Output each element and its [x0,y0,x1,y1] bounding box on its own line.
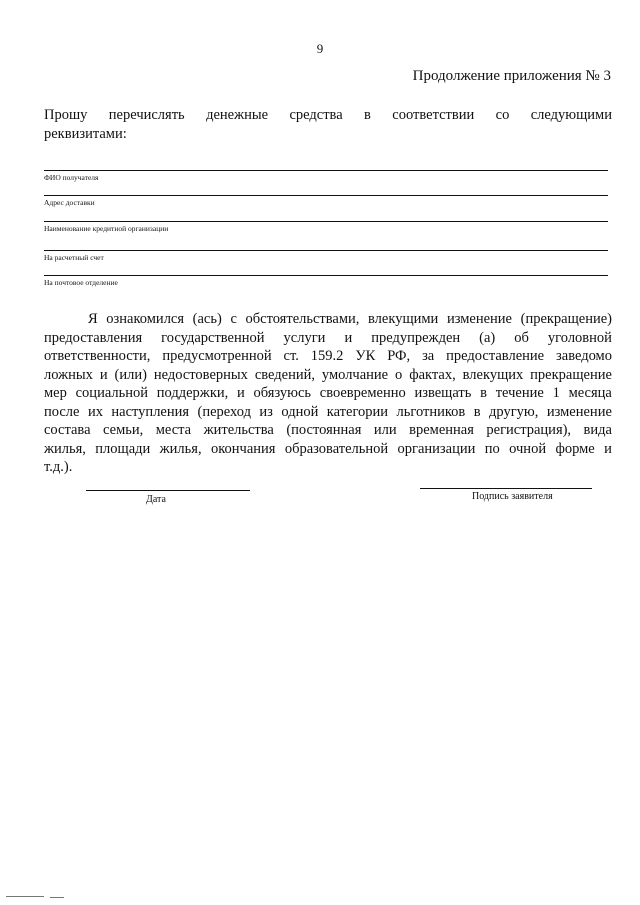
acknowledgement-line [44,421,612,440]
acknowledgement-line [44,329,612,348]
acknowledgement-word: (прекращение) [520,311,612,327]
acknowledgement-word: обстоятельствами, [245,311,360,327]
acknowledgement-word: места [155,422,192,438]
acknowledgement-word: об [514,329,529,346]
acknowledgement-word: т.д.). [44,459,73,475]
acknowledgement-line [44,310,612,329]
acknowledgement-word: услуги [283,329,326,346]
acknowledgement-word: мер [44,385,67,401]
acknowledgement-word: прекращение [530,366,612,383]
post-office-label: На почтовое отделение [44,278,118,287]
acknowledgement-word: обязуюсь [253,385,312,401]
acknowledgement-word: категории [326,403,389,420]
acknowledgement-word: предоставление [446,348,545,364]
acknowledgement-word: поддержки, [156,385,229,401]
acknowledgement-word: ст. [283,348,299,364]
acknowledgement-word: в [480,385,487,401]
acknowledgement-word: недостоверных [153,366,248,383]
request-word: средства [289,107,343,123]
acknowledgement-word: жилья, [44,440,86,457]
scan-artifact [6,896,44,897]
acknowledgement-word: умолчание [321,366,389,383]
request-word: соответствии [392,107,475,123]
acknowledgement-word: 159.2 [310,348,344,364]
acknowledgement-word: образовательной [284,440,389,457]
acknowledgement-word: с [230,311,237,327]
acknowledgement-line [44,366,612,385]
acknowledgement-word: состава [44,422,91,438]
acknowledgement-word: одной [281,403,319,420]
request-word: в [364,107,371,123]
acknowledgement-word: государственной [161,329,265,346]
acknowledgement-word: за [422,348,435,364]
page-number: 9 [316,41,324,56]
post-office-field[interactable] [44,275,608,287]
request-word: следующими [530,107,612,123]
acknowledgement-word: в [473,403,481,420]
acknowledgement-word: фактах, [409,366,456,383]
acknowledgement-word: наступления [111,403,190,420]
acknowledgement-word: площади [95,440,151,457]
acknowledgement-word: о [395,366,403,383]
acknowledgement-word: и [99,366,108,383]
request-word: Прошу [44,107,88,123]
acknowledgement-word: или [373,422,397,438]
acknowledgement-line [44,440,612,459]
request-line-1 [44,106,612,125]
acknowledgement-line [44,347,612,366]
acknowledgement-word: их [87,403,103,420]
acknowledgement-word: влекущих [462,366,524,383]
acknowledgement-word: предусмотренной [162,348,272,364]
acknowledgement-word: предупрежден [371,329,461,346]
acknowledgement-word: (постоянная [286,422,362,438]
request-word: денежные [206,107,269,123]
acknowledgement-word: окончания [210,440,276,457]
delivery-address-label: Адрес доставки [44,198,95,207]
settlement-account-label: На расчетный счет [44,253,104,262]
acknowledgement-word: и [344,329,353,346]
acknowledgement-word: из [259,403,273,420]
acknowledgement-paragraph [44,310,612,477]
credit-organization-label: Наименование кредитной организации [44,224,169,233]
signature-line[interactable] [420,488,592,489]
acknowledgement-word: и [237,385,245,401]
acknowledgement-word: заведомо [556,348,612,364]
acknowledgement-word: сведений, [254,366,315,383]
acknowledgement-line [44,458,612,477]
acknowledgement-word: 1 [552,385,560,401]
request-line-2: реквизитами: [44,126,127,142]
acknowledgement-word: месяца [568,385,612,401]
request-word: перечислять [108,107,185,123]
acknowledgement-word: ответственности, [44,348,151,364]
acknowledgement-word: РФ, [387,348,411,364]
acknowledgement-word: изменение [446,311,512,327]
acknowledgement-word: вида [583,422,612,438]
acknowledgement-word: уголовной [547,329,612,346]
acknowledgement-word: предоставления [44,329,143,346]
acknowledgement-word: льготников [396,403,466,420]
recipient-name-field[interactable] [44,170,608,182]
acknowledgement-word: форме [555,440,595,457]
acknowledgement-word: своевременно [319,385,406,401]
acknowledgement-word: жительства [203,422,274,438]
acknowledgement-word: изменение [546,403,612,420]
date-label: Дата [146,494,166,505]
appendix-title: Продолжение приложения № 3 [412,68,611,84]
acknowledgement-word: влекущими [368,311,439,327]
acknowledgement-word: другую, [489,403,539,420]
acknowledgement-word: семьи, [103,422,144,438]
settlement-account-field[interactable] [44,250,608,262]
credit-organization-field[interactable] [44,221,608,233]
date-line[interactable] [86,490,250,491]
acknowledgement-word: (переход [197,403,251,420]
acknowledgement-word: по [484,440,500,457]
acknowledgement-word: течение [495,385,544,401]
acknowledgement-word: извещать [414,385,472,401]
acknowledgement-word: и [604,440,612,457]
acknowledgement-word: (ась) [192,311,222,327]
acknowledgement-line [44,403,612,422]
acknowledgement-word: социальной [75,385,149,401]
request-word: со [495,107,510,123]
acknowledgement-word: (а) [479,329,496,346]
recipient-name-label: ФИО получателя [44,173,99,182]
acknowledgement-word: ложных [44,366,93,383]
acknowledgement-word: регистрация), [486,422,572,438]
acknowledgement-word: организации [397,440,476,457]
acknowledgement-word: УК [355,348,376,364]
acknowledgement-word: Я [88,311,98,327]
request-paragraph [44,106,612,144]
acknowledgement-line [44,384,612,403]
signature-label: Подпись заявителя [472,491,553,502]
acknowledgement-word: очной [509,440,547,457]
scan-artifact [50,897,64,898]
acknowledgement-word: жилья, [159,440,202,457]
acknowledgement-word: ознакомился [106,311,185,327]
acknowledgement-word: после [44,403,80,420]
delivery-address-field[interactable] [44,195,608,207]
acknowledgement-word: временная [409,422,474,438]
acknowledgement-word: (или) [114,366,147,383]
